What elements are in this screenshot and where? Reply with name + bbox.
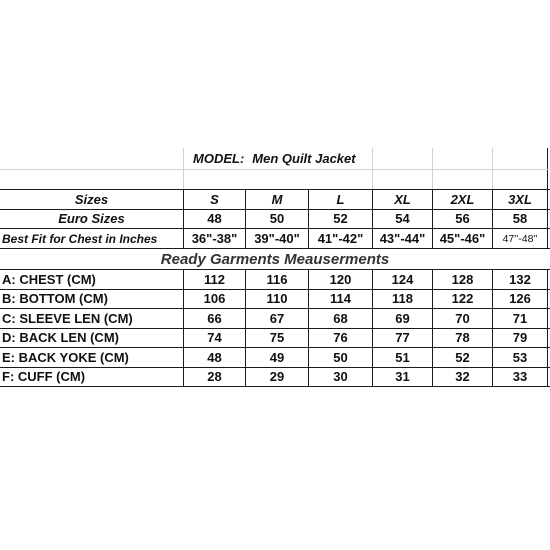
section-banner-row [0,249,550,270]
measurement-cell: 48 [183,348,245,367]
euro-cell: 54 [372,210,432,229]
size-cell: S [183,190,245,209]
measurement-cell: 52 [432,348,492,367]
euro-cell: 56 [432,210,492,229]
measurement-cell: 76 [308,329,372,348]
measurement-row [0,290,550,310]
section-title: Ready Garments Meauserments [160,250,390,268]
chest-fit-cell: 36"-38" [183,229,245,248]
measurement-row [0,368,550,388]
measurement-cell: 77 [372,329,432,348]
measurement-cell: 128 [432,270,492,289]
measurement-cell: 30 [308,368,372,387]
measurement-cell: 49 [245,348,308,367]
euro-cell: 58 [492,210,548,229]
euro-label: Euro Sizes [58,211,125,227]
measurement-label: B: BOTTOM (CM) [2,291,108,307]
measurement-cell: 51 [372,348,432,367]
model-row [0,148,550,170]
measurement-cell: 116 [245,270,308,289]
measurement-cell: 32 [432,368,492,387]
measurement-cell: 71 [492,309,548,328]
measurement-cell: 120 [308,270,372,289]
size-cell: XL [372,190,432,209]
measurement-cell: 132 [492,270,548,289]
measurement-row [0,348,550,368]
chest-fit-label: Best Fit for Chest in Inches [2,231,158,246]
size-cell: M [245,190,308,209]
measurement-cell: 68 [308,309,372,328]
measurement-label: F: CUFF (CM) [2,369,86,385]
chest-fit-cell: 43"-44" [372,229,432,248]
spacer-row [0,170,550,190]
sizes-row [0,190,550,210]
measurement-cell: 50 [308,348,372,367]
measurement-cell: 79 [492,329,548,348]
measurement-cell: 31 [372,368,432,387]
size-cell: 3XL [492,190,548,209]
model-value: Men Quilt Jacket [252,151,356,166]
size-cell: 2XL [432,190,492,209]
measurement-row [0,309,550,329]
measurement-cell: 75 [245,329,308,348]
model-title [193,148,356,169]
chest-fit-cell: 41"-42" [308,229,372,248]
measurement-cell: 70 [432,309,492,328]
euro-row [0,210,550,230]
size-chart [0,148,550,387]
measurement-cell: 29 [245,368,308,387]
model-label: MODEL: [193,151,245,166]
measurement-cell: 53 [492,348,548,367]
measurement-label: D: BACK LEN (CM) [2,330,119,346]
euro-cell: 50 [245,210,308,229]
measurement-cell: 78 [432,329,492,348]
chest-fit-cell: 47''-48'' [492,229,548,248]
chest-fit-cell: 39"-40" [245,229,308,248]
measurement-label: E: BACK YOKE (CM) [2,349,129,365]
measurement-cell: 67 [245,309,308,328]
measurement-cell: 118 [372,290,432,309]
measurement-cell: 122 [432,290,492,309]
measurement-cell: 33 [492,368,548,387]
measurement-cell: 69 [372,309,432,328]
chest-fit-cell: 45"-46" [432,229,492,248]
measurement-row [0,270,550,290]
measurement-cell: 106 [183,290,245,309]
measurement-label: A: CHEST (CM) [2,271,96,287]
measurement-cell: 126 [492,290,548,309]
measurement-label: C: SLEEVE LEN (CM) [2,310,133,326]
measurement-cell: 66 [183,309,245,328]
euro-cell: 52 [308,210,372,229]
measurement-cell: 114 [308,290,372,309]
size-cell: L [308,190,372,209]
measurement-cell: 124 [372,270,432,289]
sizes-label: Sizes [74,191,109,207]
chest-fit-row [0,229,550,249]
measurement-cell: 112 [183,270,245,289]
measurement-cell: 74 [183,329,245,348]
euro-cell: 48 [183,210,245,229]
measurement-row [0,329,550,349]
measurement-cell: 110 [245,290,308,309]
measurement-cell: 28 [183,368,245,387]
